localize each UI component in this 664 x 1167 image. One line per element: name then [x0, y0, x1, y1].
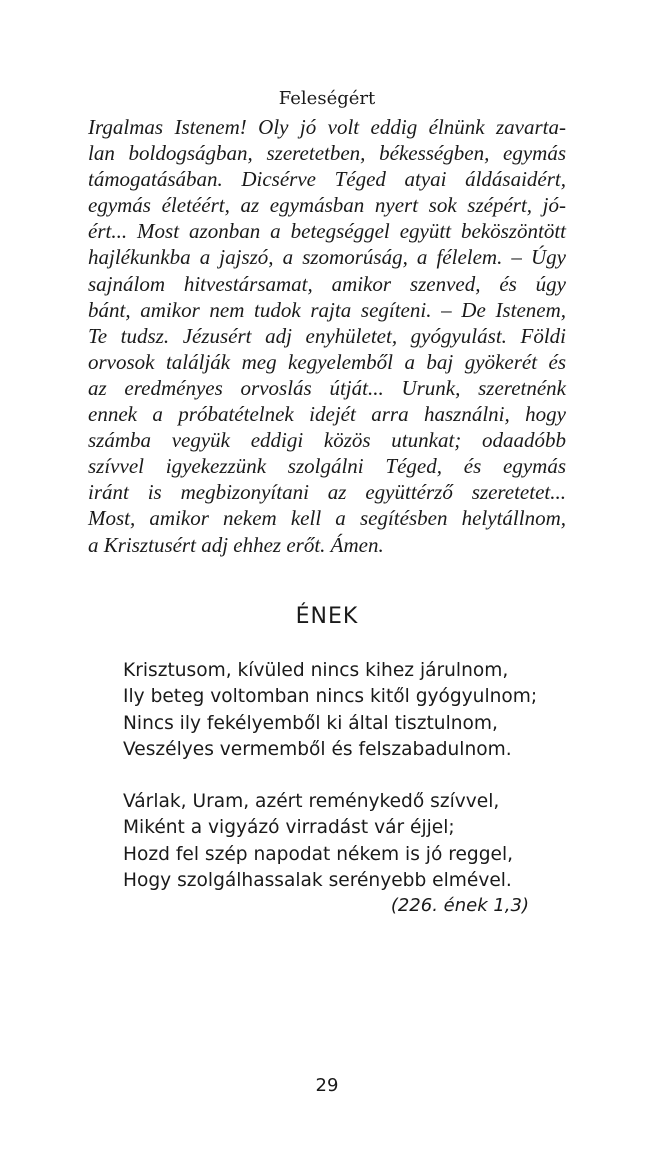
hymn-verse: Hogy szolgálhassalak serényebb elmével. — [123, 869, 512, 891]
hymn-stanza-1 — [123, 658, 543, 763]
prayer-line: lan boldogságban, szeretetben, békességben, egymás — [88, 141, 566, 166]
hymn-heading: ÉNEK — [295, 604, 359, 629]
prayer-line: Te tudsz. Jézusért adj enyhületet, gyógyulást. Földi — [88, 323, 566, 348]
prayer-line: orvosok találják meg kegyelemből a baj gyökerét és — [88, 349, 566, 374]
prayer-title: Feleségért — [278, 88, 376, 109]
prayer-line: Irgalmas Istenem! Oly jó volt eddig élnünk zavarta- — [88, 115, 566, 139]
prayer-line: ért... Most azonban a betegséggel együtt beköszöntött — [88, 219, 566, 244]
hymn-verse: Hozd fel szép napodat nékem is jó reggel, — [123, 843, 514, 865]
prayer-line: számba vegyük eddigi közös utunkat; odaadóbb — [88, 428, 566, 453]
hymn-verse: Nincs ily fekélyemből ki által tisztulnom, — [123, 712, 498, 734]
prayer-line: ennek a próbatételnek idejét arra használni, hogy — [88, 402, 566, 427]
prayer-line: a Krisztusért adj ehhez erőt. Ámen. — [88, 532, 384, 557]
prayer-line: Most, amikor nekem kell a segítésben helytállnom, — [88, 506, 566, 531]
prayer-line: sajnálom hitvestársamat, amikor szenved, és úgy — [88, 271, 566, 296]
prayer-line: bánt, amikor nem tudok rajta segíteni. – De Istenem, — [88, 297, 566, 322]
prayer-line: szívvel igyekezzünk szolgálni Téged, és egymás — [88, 454, 566, 479]
hymn-verse: Krisztusom, kívüled nincs kihez járulnom, — [123, 660, 509, 681]
hymn-reference: (226. ének 1,3) — [390, 895, 529, 916]
prayer-line: iránt is megbizonyítani az együttérző szeretetet... — [88, 480, 566, 505]
prayer-line: támogatásában. Dicsérve Téged atyai áldásaidért, — [88, 167, 566, 192]
hymn-verse: Várlak, Uram, azért reménykedő szívvel, — [123, 791, 500, 812]
hymn-verse: Veszélyes vermemből és felszabadulnom. — [123, 738, 512, 760]
prayer-text — [88, 114, 566, 558]
prayer-line: egymás életéért, az egymásban nyert sok szépért, jó- — [88, 193, 566, 218]
hymn-verse: Miként a vigyázó virradást vár éjjel; — [123, 817, 455, 839]
prayer-line: az eredményes orvoslás útját... Urunk, szeretnénk — [88, 375, 566, 400]
prayer-line: hajlékunkba a jajszó, a szomorúság, a félelem. – Úgy — [88, 245, 566, 270]
hymn-verse: Ily beteg voltomban nincs kitől gyógyulnom; — [123, 686, 538, 708]
hymn-stanza-2 — [123, 789, 543, 894]
page-number: 29 — [315, 1075, 339, 1096]
